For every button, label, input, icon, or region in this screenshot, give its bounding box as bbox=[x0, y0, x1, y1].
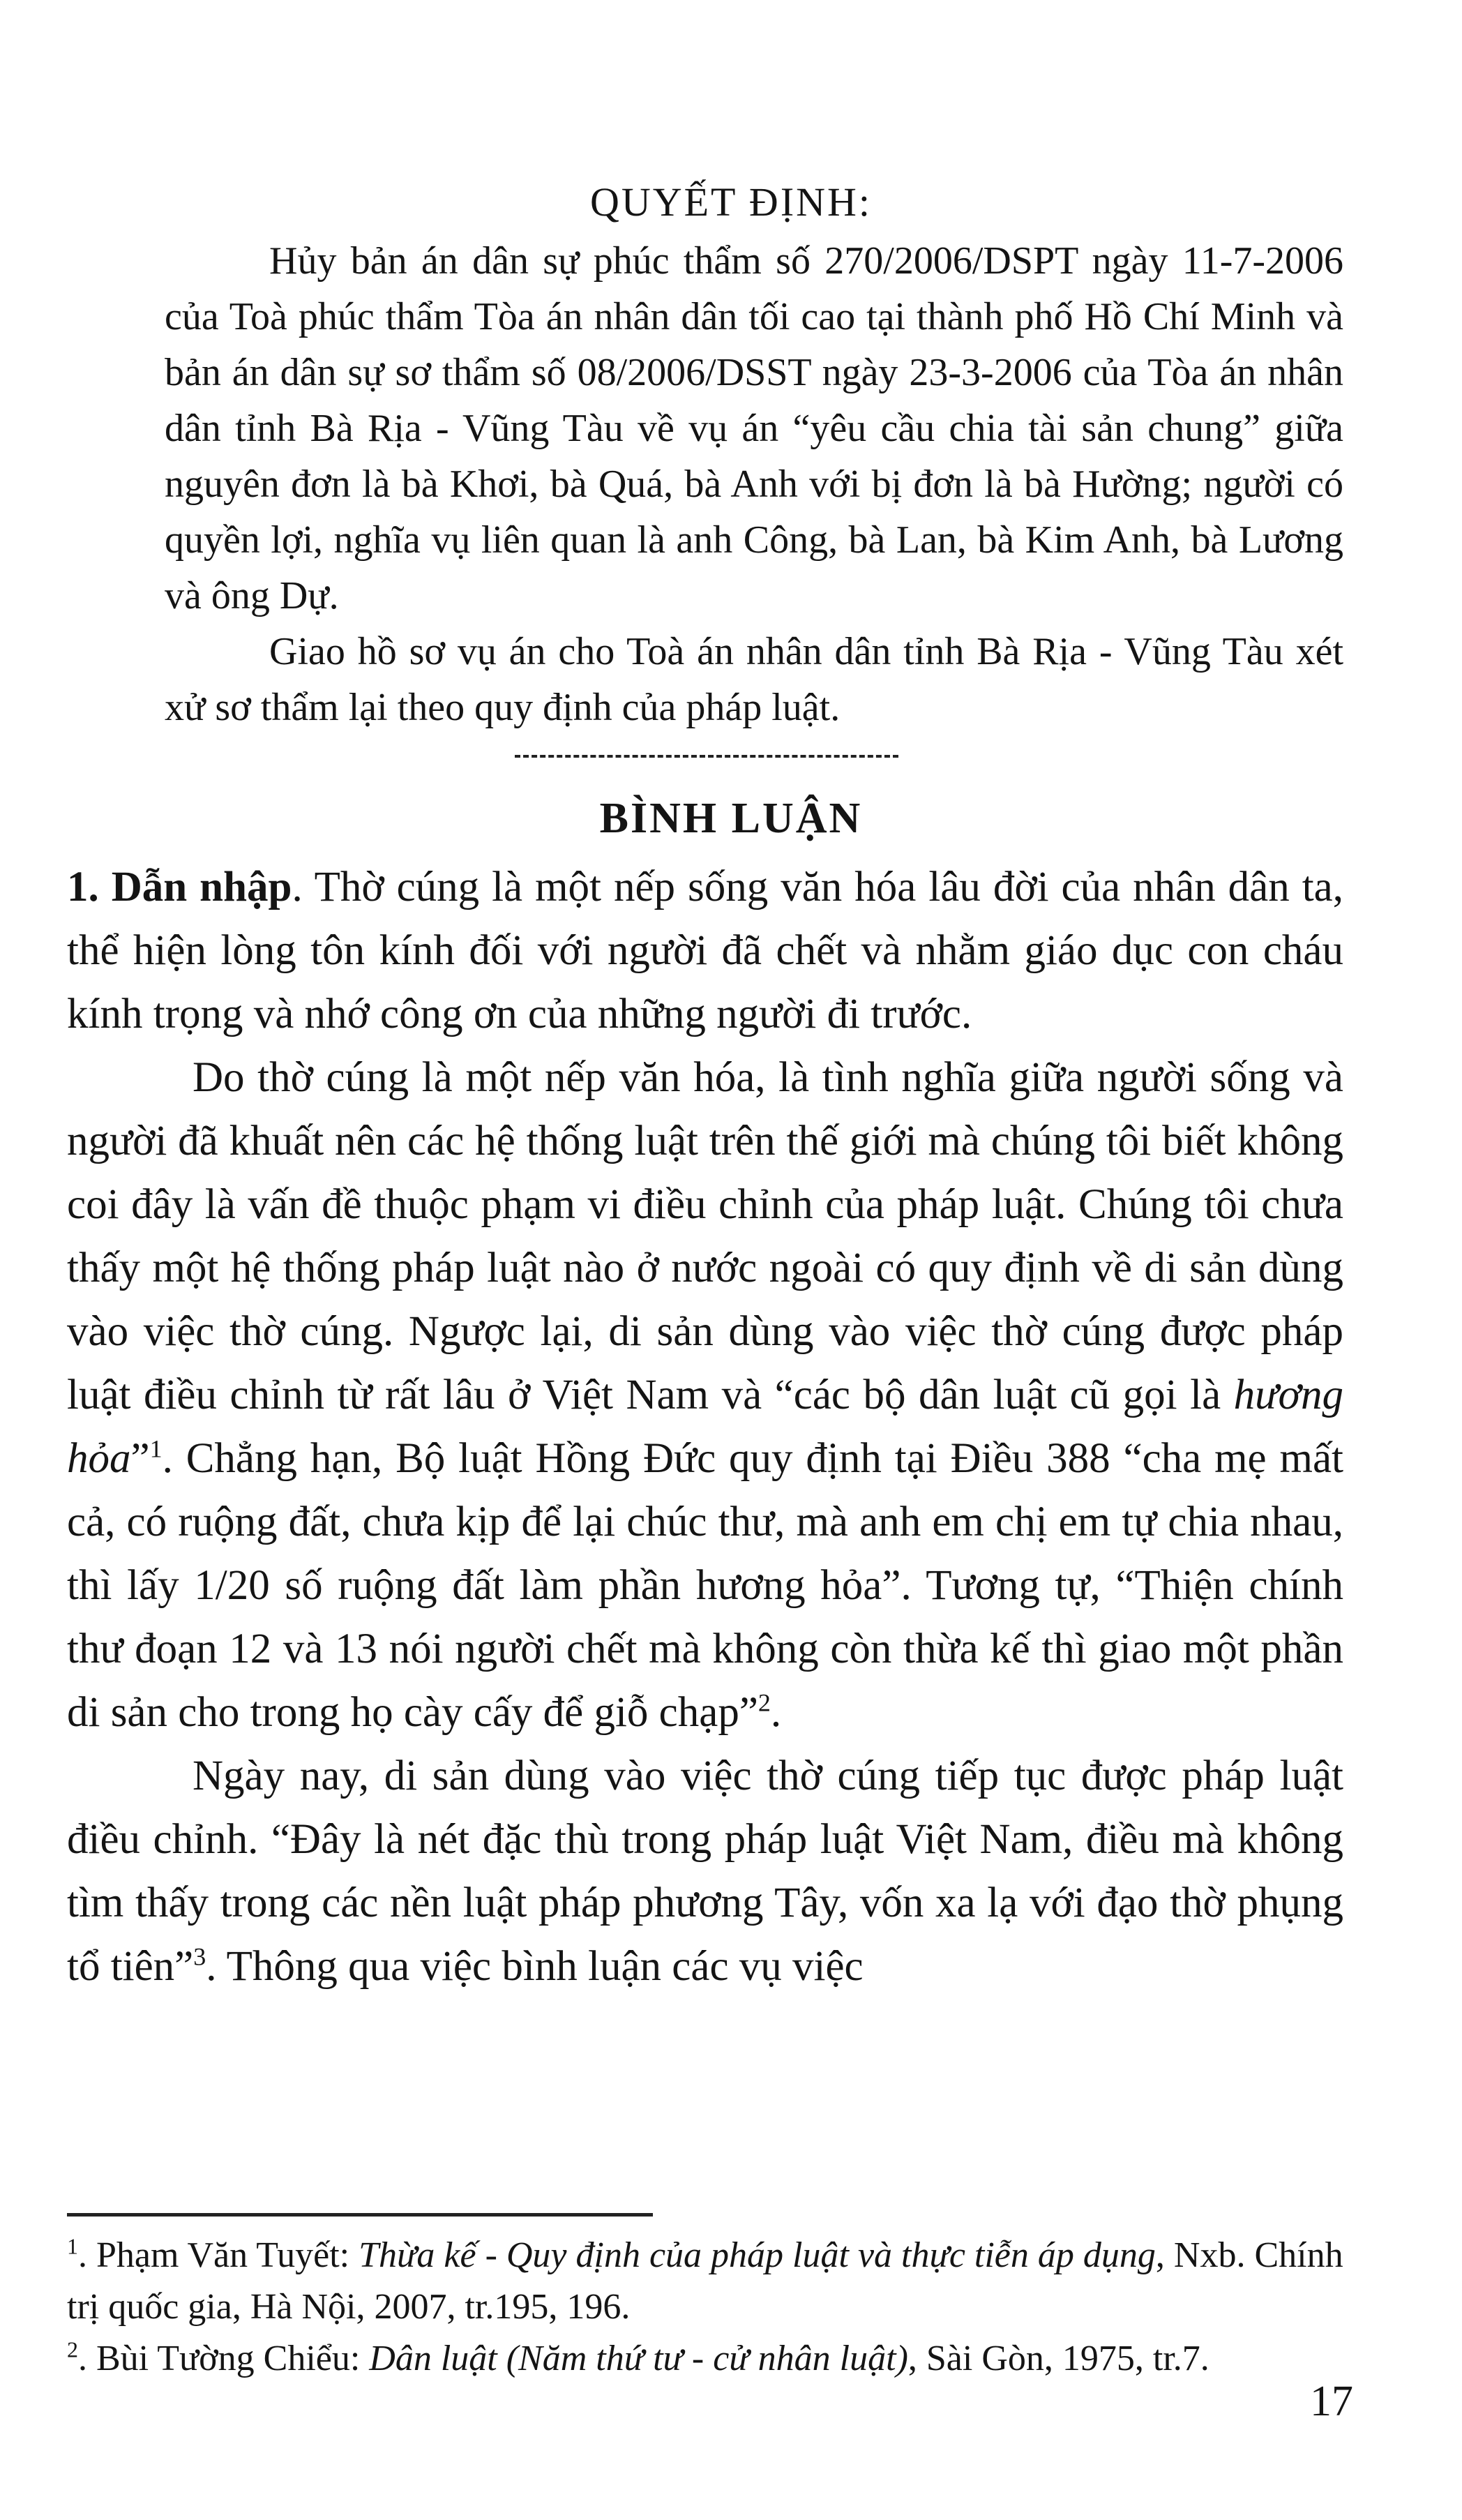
footnote-divider bbox=[67, 2213, 653, 2217]
footnote-2 bbox=[67, 2333, 1343, 2385]
decision-heading: QUYẾT ĐỊNH: bbox=[589, 179, 873, 225]
intro-title: 1. Dẫn nhập bbox=[67, 864, 292, 910]
footnote-ref-2: 2 bbox=[758, 1688, 771, 1717]
commentary-heading: BÌNH LUẬN bbox=[599, 795, 863, 842]
footnote-1-publisher: , Nxb. Chính trị quốc gia, Hà Nội, 2007, tr.195, 196. bbox=[67, 2235, 1343, 2327]
paragraph-2-text: Do thờ cúng là một nếp văn hóa, là tình nghĩa giữa người sống và người đã khuất nên các hệ thống luật trên thế giới mà chúng tôi biết không coi đây là vấn đề thuộc phạm vi điều chỉnh của pháp luật. Chúng tôi chưa thấy một hệ thống pháp luật nào ở nước ngoài có quy định về di sản dùng vào việc thờ cúng. Ngược lại, di sản dùng vào việc thờ cúng được pháp luật điều chỉnh từ rất lâu ở Việt Nam và “các bộ dân luật cũ gọi là bbox=[67, 1054, 1343, 1418]
footnote-1 bbox=[67, 2230, 1343, 2333]
decision-text bbox=[165, 233, 1343, 735]
footnote-1-author: . Phạm Văn Tuyết: bbox=[78, 2235, 359, 2275]
decision-paragraph-2: Giao hồ sơ vụ án cho Toà án nhân dân tỉnh Bà Rịa - Vũng Tàu xét xử sơ thẩm lại theo quy định của pháp luật. bbox=[165, 630, 1343, 729]
footnote-1-title: Thừa kế - Quy định của pháp luật và thực tiễn áp dụng bbox=[359, 2235, 1156, 2275]
footnote-1-mark: 1 bbox=[67, 2233, 78, 2259]
footnote-ref-1: 1 bbox=[149, 1434, 163, 1463]
paragraph-3-text: Ngày nay, di sản dùng vào việc thờ cúng tiếp tục được pháp luật điều chỉnh. “Đây là nét đặc thù trong pháp luật Việt Nam, điều mà không tìm thấy trong các nền luật pháp phương Tây, vốn xa lạ với đạo thờ phụng tổ tiên” bbox=[67, 1753, 1343, 1990]
footnote-ref-3: 3 bbox=[193, 1942, 206, 1971]
closing-quote: ” bbox=[130, 1435, 150, 1482]
commentary-paragraph-3 bbox=[67, 1744, 1343, 1998]
intro-text: . Thờ cúng là một nếp sống văn hóa lâu đời của nhân dân ta, thể hiện lòng tôn kính đối với người đã chết và nhằm giáo dục con cháu kính trọng và nhớ công ơn của những người đi trước. bbox=[67, 864, 1343, 1037]
commentary-body bbox=[67, 855, 1343, 1998]
section-separator bbox=[515, 755, 898, 758]
commentary-paragraph-2 bbox=[67, 1046, 1343, 1744]
intro-paragraph bbox=[67, 855, 1343, 1046]
footnote-2-mark: 2 bbox=[67, 2337, 78, 2362]
paragraph-2-end: . bbox=[770, 1689, 782, 1736]
italic-term-huong-hoa: hương hỏa bbox=[67, 1372, 1343, 1482]
footnote-2-title: Dân luật (Năm thứ tư - cử nhân luật) bbox=[369, 2339, 908, 2378]
footnote-2-author: . Bùi Tường Chiểu: bbox=[78, 2339, 370, 2378]
paragraph-2-continued: . Chẳng hạn, Bộ luật Hồng Đức quy định tại Điều 388 “cha mẹ mất cả, có ruộng đất, chưa kịp để lại chúc thư, mà anh em chị em tự chia nhau, thì lấy 1/20 số ruộng đất làm phần hương hỏa”. Tương tự, “Thiện chính thư đoạn 12 và 13 nói người chết mà không còn thừa kế thì giao một phần di sản cho trong họ cày cấy để giỗ chạp” bbox=[67, 1435, 1343, 1736]
footnote-2-publisher: , Sài Gòn, 1975, tr.7. bbox=[907, 2339, 1209, 2378]
page-number: 17 bbox=[1310, 2378, 1353, 2425]
footnotes bbox=[67, 2230, 1343, 2385]
paragraph-3-continued: . Thông qua việc bình luận các vụ việc bbox=[206, 1943, 864, 1990]
decision-paragraph-1: Hủy bản án dân sự phúc thẩm số 270/2006/DSPT ngày 11-7-2006 của Toà phúc thẩm Tòa án nhân dân tối cao tại thành phố Hồ Chí Minh và bản án dân sự sơ thẩm số 08/2006/DSST ngày 23-3-2006 của Tòa án nhân dân tỉnh Bà Rịa - Vũng Tàu về vụ án “yêu cầu chia tài sản chung” giữa nguyên đơn là bà Khơi, bà Quá, bà Anh với bị đơn là bà Hường; người có quyền lợi, nghĩa vụ liên quan là anh Công, bà Lan, bà Kim Anh, bà Lương và ông Dự. bbox=[165, 239, 1343, 617]
